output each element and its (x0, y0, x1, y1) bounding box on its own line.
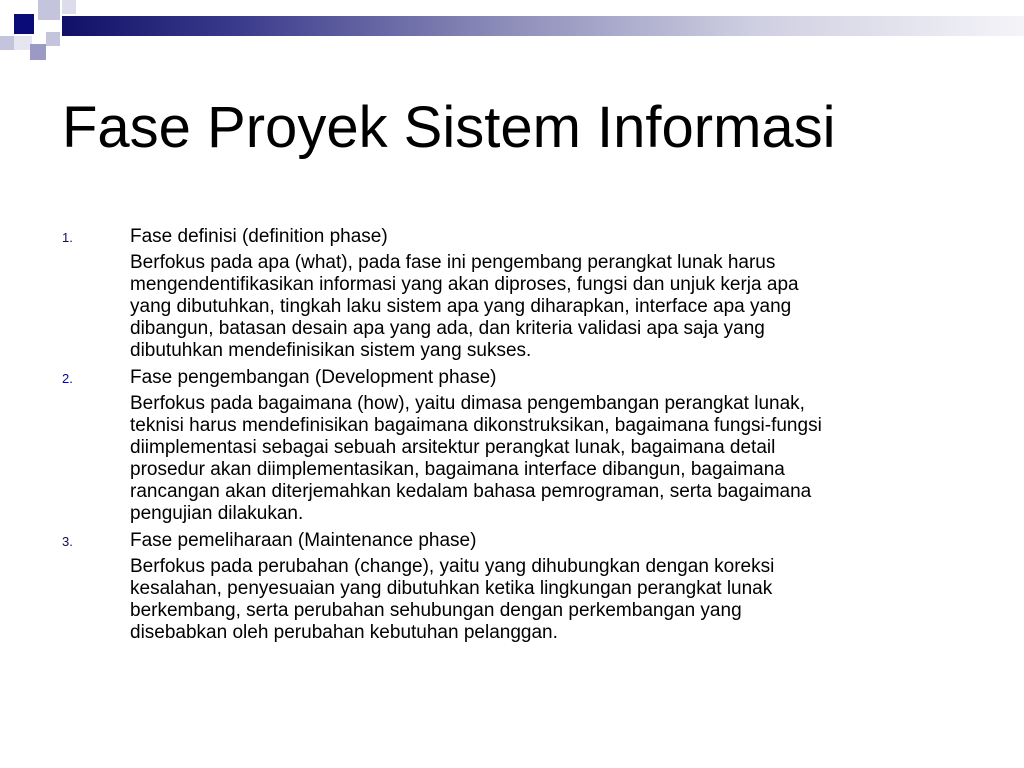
numbered-list (0, 226, 1024, 649)
decorative-square (62, 0, 76, 14)
description-line: Berfokus pada apa (what), pada fase ini pengembang perangkat lunak harus (130, 252, 776, 273)
description-line: berkembang, serta perubahan sehubungan dengan perkembangan yang (130, 600, 742, 621)
list-item (0, 367, 1024, 525)
description-line: teknisi harus mendefinisikan bagaimana dikonstruksikan, bagaimana fungsi-fungsi (130, 415, 822, 436)
description-line: pengujian dilakukan. (130, 503, 304, 524)
decorative-square (14, 14, 34, 34)
item-heading: Fase definisi (definition phase) (130, 226, 388, 247)
list-number: 2. (62, 371, 73, 386)
description-line: yang dibutuhkan, tingkah laku sistem apa yang diharapkan, interface apa yang (130, 296, 792, 317)
item-description (130, 556, 960, 644)
description-line: kesalahan, penyesuaian yang dibutuhkan ketika lingkungan perangkat lunak (130, 578, 773, 599)
list-item (0, 226, 1024, 362)
decorative-square (46, 32, 60, 46)
description-line: dibutuhkan mendefinisikan sistem yang sukses. (130, 340, 532, 361)
description-line: prosedur akan diimplementasikan, bagaimana interface dibangun, bagaimana (130, 459, 785, 480)
item-description (130, 393, 960, 525)
list-number: 1. (62, 230, 73, 245)
list-number: 3. (62, 534, 73, 549)
item-description (130, 252, 960, 362)
description-line: diimplementasi sebagai sebuah arsitektur perangkat lunak, bagaimana detail (130, 437, 776, 458)
decorative-square (38, 0, 60, 20)
item-heading: Fase pemeliharaan (Maintenance phase) (130, 530, 477, 551)
slide-title: Fase Proyek Sistem Informasi (62, 95, 836, 160)
description-line: Berfokus pada perubahan (change), yaitu yang dihubungkan dengan koreksi (130, 556, 775, 577)
list-item (0, 530, 1024, 644)
description-line: disebabkan oleh perubahan kebutuhan pelanggan. (130, 622, 558, 643)
header-gradient-bar (62, 16, 1024, 36)
description-line: rancangan akan diterjemahkan kedalam bahasa pemrograman, serta bagaimana (130, 481, 812, 502)
decorative-square (30, 44, 46, 60)
description-line: Berfokus pada bagaimana (how), yaitu dimasa pengembangan perangkat lunak, (130, 393, 805, 414)
description-line: dibangun, batasan desain apa yang ada, dan kriteria validasi apa saja yang (130, 318, 765, 339)
decorative-square (0, 36, 14, 50)
item-heading: Fase pengembangan (Development phase) (130, 367, 497, 388)
description-line: mengendentifikasikan informasi yang akan diproses, fungsi dan unjuk kerja apa (130, 274, 799, 295)
